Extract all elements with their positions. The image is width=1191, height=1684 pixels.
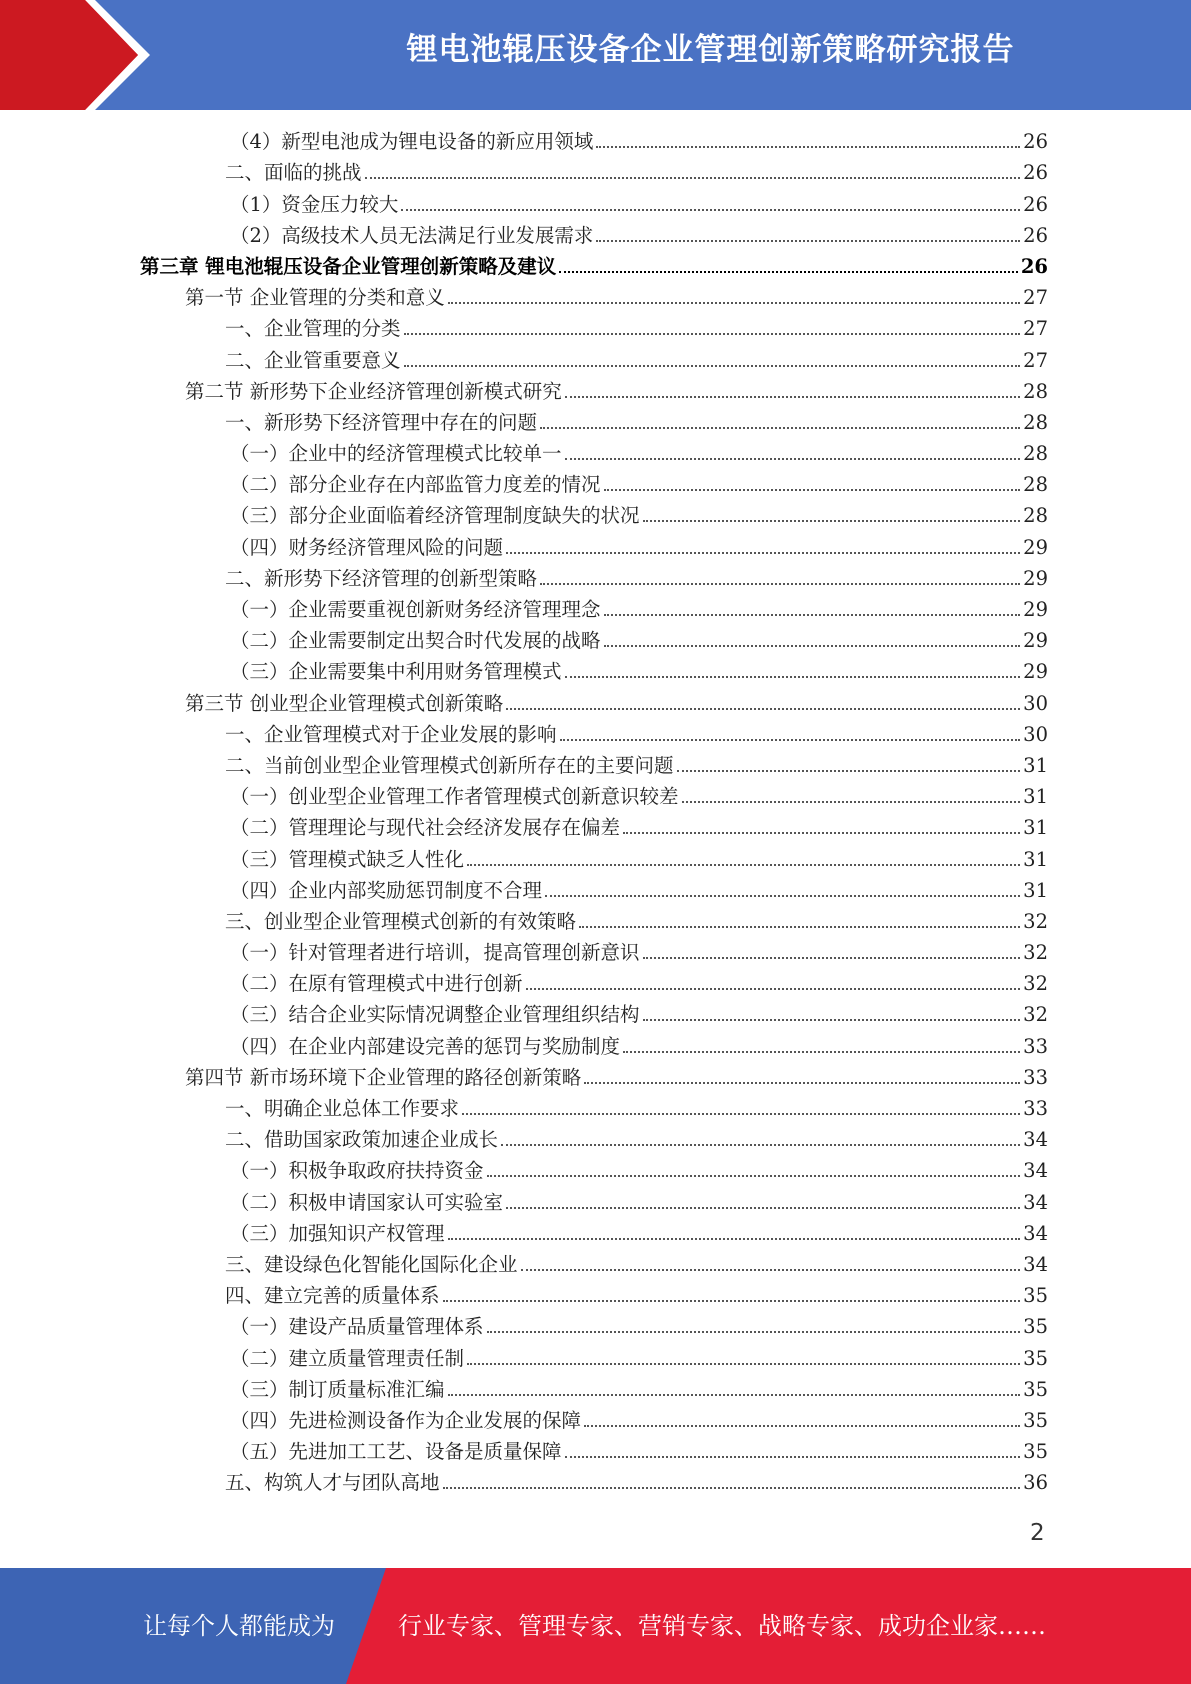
toc-entry-title: （2）高级技术人员无法满足行业发展需求 (230, 223, 594, 247)
toc-entry[interactable] (140, 750, 1048, 781)
toc-entry-title: （一）企业中的经济管理模式比较单一 (230, 442, 562, 466)
toc-entry-page: 30 (1023, 691, 1048, 715)
toc-entry-title: （二）建立质量管理责任制 (230, 1346, 465, 1370)
toc-entry[interactable] (140, 968, 1048, 999)
toc-entry[interactable] (140, 438, 1048, 469)
toc-entry-page: 27 (1023, 317, 1048, 341)
toc-entry-page: 31 (1023, 878, 1048, 902)
toc-entry[interactable] (140, 1311, 1048, 1342)
toc-entry[interactable] (140, 344, 1048, 375)
toc-entry-page: 33 (1023, 1065, 1048, 1089)
toc-entry[interactable] (140, 126, 1048, 157)
toc-entry-page: 26 (1023, 223, 1048, 247)
toc-entry[interactable] (140, 812, 1048, 843)
toc-entry-page: 31 (1023, 753, 1048, 777)
toc-entry[interactable] (140, 1467, 1048, 1498)
toc-entry-page: 33 (1023, 1034, 1048, 1058)
toc-leader-dots (443, 1300, 1021, 1302)
toc-entry-title: 四、建立完善的质量体系 (225, 1284, 440, 1308)
toc-entry-title: （一）企业需要重视创新财务经济管理理念 (230, 598, 601, 621)
toc-entry-title: 一、企业管理的分类 (225, 317, 401, 341)
toc-entry-page: 34 (1023, 1252, 1048, 1276)
toc-leader-dots (584, 1082, 1020, 1084)
toc-entry[interactable] (140, 500, 1048, 531)
page-header (0, 0, 1191, 110)
page-number: 2 (1030, 1520, 1045, 1546)
toc-entry-title: （二）管理理论与现代社会经济发展存在偏差 (230, 816, 621, 840)
toc-entry-title: 第一节 企业管理的分类和意义 (185, 286, 445, 310)
toc-leader-dots (526, 988, 1021, 990)
toc-leader-dots (604, 645, 1021, 647)
toc-entry-title: （四）在企业内部建设完善的惩罚与奖励制度 (230, 1034, 621, 1058)
toc-entry[interactable] (140, 469, 1048, 500)
toc-entry-page: 35 (1023, 1284, 1048, 1308)
toc-entry[interactable] (140, 1342, 1048, 1373)
toc-leader-dots (401, 209, 1020, 211)
toc-entry-title: （二）企业需要制定出契合时代发展的战略 (230, 629, 601, 653)
toc-entry-title: 第三节 创业型企业管理模式创新策略 (185, 691, 504, 715)
toc-entry[interactable] (140, 1280, 1048, 1311)
toc-leader-dots (596, 146, 1020, 148)
toc-entry[interactable] (140, 407, 1048, 438)
toc-entry-title: （三）部分企业面临着经济管理制度缺失的状况 (230, 504, 640, 528)
toc-entry-page: 28 (1023, 410, 1048, 434)
toc-entry-title: 二、当前创业型企业管理模式创新所存在的主要问题 (225, 753, 674, 777)
toc-leader-dots (540, 427, 1020, 429)
toc-leader-dots (643, 520, 1021, 522)
toc-leader-dots (565, 676, 1021, 678)
toc-entry-title: 第三章 锂电池辊压设备企业管理创新策略及建议 (140, 254, 557, 278)
toc-entry-title: （一）建设产品质量管理体系 (230, 1315, 484, 1339)
toc-leader-dots (448, 1238, 1021, 1240)
toc-entry-page: 32 (1023, 972, 1048, 996)
toc-entry-page: 27 (1023, 348, 1048, 372)
toc-leader-dots (623, 1051, 1020, 1053)
toc-entry-page: 35 (1023, 1408, 1048, 1432)
toc-entry-title: （三）加强知识产权管理 (230, 1221, 445, 1245)
toc-entry-page: 29 (1023, 660, 1048, 684)
toc-leader-dots (579, 926, 1020, 928)
toc-entry-page: 28 (1023, 379, 1048, 403)
toc-entry[interactable] (140, 376, 1048, 407)
toc-entry[interactable] (140, 1405, 1048, 1436)
toc-entry[interactable] (140, 282, 1048, 313)
toc-entry-title: 二、新形势下经济管理的创新型策略 (225, 566, 538, 590)
toc-entry-title: （二）积极申请国家认可实验室 (230, 1190, 504, 1214)
toc-leader-dots (506, 1207, 1020, 1209)
toc-leader-dots (467, 864, 1020, 866)
toc-entry-page: 35 (1023, 1346, 1048, 1370)
toc-leader-dots (604, 489, 1021, 491)
toc-leader-dots (545, 895, 1020, 897)
toc-entry-page: 34 (1023, 1159, 1048, 1183)
toc-leader-dots (487, 1331, 1021, 1333)
toc-entry-title: （五）先进加工工艺、设备是质量保障 (230, 1440, 562, 1464)
footer-slogan-left: 让每个人都能成为 (143, 1612, 335, 1640)
toc-entry-title: （一）积极争取政府扶持资金 (230, 1159, 484, 1183)
toc-leader-dots (365, 177, 1021, 179)
toc-entry[interactable] (140, 1155, 1048, 1186)
toc-entry-title: 三、创业型企业管理模式创新的有效策略 (225, 909, 577, 933)
toc-entry[interactable] (140, 875, 1048, 906)
page-footer (0, 1568, 1191, 1684)
toc-entry-page: 29 (1023, 598, 1048, 621)
toc-entry[interactable] (140, 1249, 1048, 1280)
toc-leader-dots (623, 832, 1020, 834)
toc-leader-dots (501, 1144, 1020, 1146)
toc-leader-dots (462, 1113, 1020, 1115)
toc-leader-dots (677, 770, 1021, 772)
toc-entry-title: （4）新型电池成为锂电设备的新应用领域 (230, 130, 594, 154)
toc-entry[interactable] (140, 251, 1048, 282)
toc-entry-title: （三）结合企业实际情况调整企业管理组织结构 (230, 1003, 640, 1027)
toc-leader-dots (559, 271, 1018, 273)
toc-leader-dots (467, 1363, 1020, 1365)
toc-entry-page: 29 (1023, 629, 1048, 653)
toc-leader-dots (565, 396, 1020, 398)
toc-entry-page: 32 (1023, 1003, 1048, 1027)
toc-entry[interactable] (140, 625, 1048, 656)
toc-entry-title: （三）管理模式缺乏人性化 (230, 847, 465, 871)
toc-leader-dots (506, 552, 1020, 554)
toc-leader-dots (565, 458, 1021, 460)
toc-entry-page: 31 (1023, 847, 1048, 871)
toc-leader-dots (404, 365, 1021, 367)
toc-leader-dots (565, 1456, 1021, 1458)
toc-entry-page: 29 (1023, 566, 1048, 590)
toc-leader-dots (506, 708, 1020, 710)
toc-entry-title: 三、建设绿色化智能化国际化企业 (225, 1252, 518, 1276)
toc-entry-page: 34 (1023, 1190, 1048, 1214)
toc-entry[interactable] (140, 781, 1048, 812)
toc-entry[interactable] (140, 1093, 1048, 1124)
toc-entry[interactable] (140, 220, 1048, 251)
toc-entry-title: 一、企业管理模式对于企业发展的影响 (225, 722, 557, 746)
toc-entry[interactable] (140, 1030, 1048, 1061)
toc-entry-title: 二、企业管重要意义 (225, 348, 401, 372)
toc-entry-page: 32 (1023, 941, 1048, 965)
toc-entry-title: （四）先进检测设备作为企业发展的保障 (230, 1408, 582, 1432)
toc-entry-title: 五、构筑人才与团队高地 (225, 1471, 440, 1495)
toc-entry-title: 一、明确企业总体工作要求 (225, 1097, 460, 1120)
toc-entry-page: 36 (1023, 1471, 1048, 1495)
toc-entry-page: 27 (1023, 286, 1048, 310)
toc-entry-page: 31 (1023, 785, 1048, 809)
toc-entry-title: （三）制订质量标准汇编 (230, 1377, 445, 1401)
toc-entry[interactable] (140, 594, 1048, 625)
toc-entry-page: 26 (1020, 254, 1048, 278)
toc-leader-dots (560, 739, 1021, 741)
toc-entry[interactable] (140, 937, 1048, 968)
toc-entry[interactable] (140, 313, 1048, 344)
toc-entry[interactable] (140, 687, 1048, 718)
toc-entry-title: 一、新形势下经济管理中存在的问题 (225, 410, 538, 434)
toc-leader-dots (682, 801, 1021, 803)
toc-entry-title: （一）创业型企业管理工作者管理模式创新意识较差 (230, 785, 679, 809)
toc-leader-dots (596, 240, 1020, 242)
toc-leader-dots (443, 1487, 1021, 1489)
toc-leader-dots (604, 614, 1021, 616)
table-of-contents (140, 126, 1048, 1498)
toc-entry[interactable] (140, 1374, 1048, 1405)
toc-entry-page: 35 (1023, 1440, 1048, 1464)
report-title: 锂电池辊压设备企业管理创新策略研究报告 (406, 32, 1015, 68)
toc-leader-dots (521, 1269, 1021, 1271)
toc-leader-dots (487, 1175, 1021, 1177)
toc-entry-page: 26 (1023, 192, 1048, 216)
toc-leader-dots (448, 302, 1020, 304)
toc-entry-page: 33 (1023, 1097, 1048, 1120)
toc-entry[interactable] (140, 563, 1048, 594)
toc-leader-dots (540, 583, 1020, 585)
toc-entry-title: 第二节 新形势下企业经济管理创新模式研究 (185, 379, 562, 403)
toc-entry[interactable] (140, 999, 1048, 1030)
toc-leader-dots (584, 1425, 1020, 1427)
footer-slogan-right: 行业专家、管理专家、营销专家、战略专家、成功企业家…… (398, 1612, 1046, 1640)
toc-entry[interactable] (140, 1218, 1048, 1249)
toc-entry-page: 34 (1023, 1128, 1048, 1152)
toc-entry-title: （1）资金压力较大 (230, 192, 399, 216)
toc-leader-dots (643, 1019, 1021, 1021)
toc-entry-title: （四）企业内部奖励惩罚制度不合理 (230, 878, 543, 902)
toc-entry-page: 28 (1023, 473, 1048, 497)
toc-entry-title: （二）部分企业存在内部监管力度差的情况 (230, 473, 601, 497)
toc-entry[interactable] (140, 906, 1048, 937)
toc-entry[interactable] (140, 188, 1048, 219)
toc-entry[interactable] (140, 843, 1048, 874)
toc-entry-title: 二、借助国家政策加速企业成长 (225, 1128, 499, 1152)
toc-entry-title: （一）针对管理者进行培训，提高管理创新意识 (230, 941, 640, 965)
toc-entry-page: 34 (1023, 1221, 1048, 1245)
toc-entry[interactable] (140, 1062, 1048, 1093)
toc-entry-page: 26 (1023, 130, 1048, 154)
toc-entry-page: 26 (1023, 161, 1048, 185)
toc-entry[interactable] (140, 531, 1048, 562)
toc-entry-page: 28 (1023, 442, 1048, 466)
toc-entry-page: 28 (1023, 504, 1048, 528)
toc-entry-title: （四）财务经济管理风险的问题 (230, 535, 504, 559)
toc-entry-page: 35 (1023, 1377, 1048, 1401)
toc-leader-dots (404, 333, 1021, 335)
toc-entry[interactable] (140, 719, 1048, 750)
toc-entry-page: 31 (1023, 816, 1048, 840)
toc-entry[interactable] (140, 1186, 1048, 1217)
toc-entry[interactable] (140, 157, 1048, 188)
toc-entry-title: 二、面临的挑战 (225, 161, 362, 185)
toc-entry[interactable] (140, 656, 1048, 687)
toc-entry-title: 第四节 新市场环境下企业管理的路径创新策略 (185, 1065, 582, 1089)
toc-entry-page: 30 (1023, 722, 1048, 746)
toc-entry[interactable] (140, 1436, 1048, 1467)
toc-entry-page: 32 (1023, 909, 1048, 933)
toc-leader-dots (448, 1394, 1021, 1396)
toc-entry[interactable] (140, 1124, 1048, 1155)
toc-leader-dots (643, 957, 1021, 959)
toc-entry-page: 35 (1023, 1315, 1048, 1339)
toc-entry-title: （三）企业需要集中利用财务管理模式 (230, 660, 562, 684)
toc-entry-page: 29 (1023, 535, 1048, 559)
toc-entry-title: （二）在原有管理模式中进行创新 (230, 972, 523, 996)
